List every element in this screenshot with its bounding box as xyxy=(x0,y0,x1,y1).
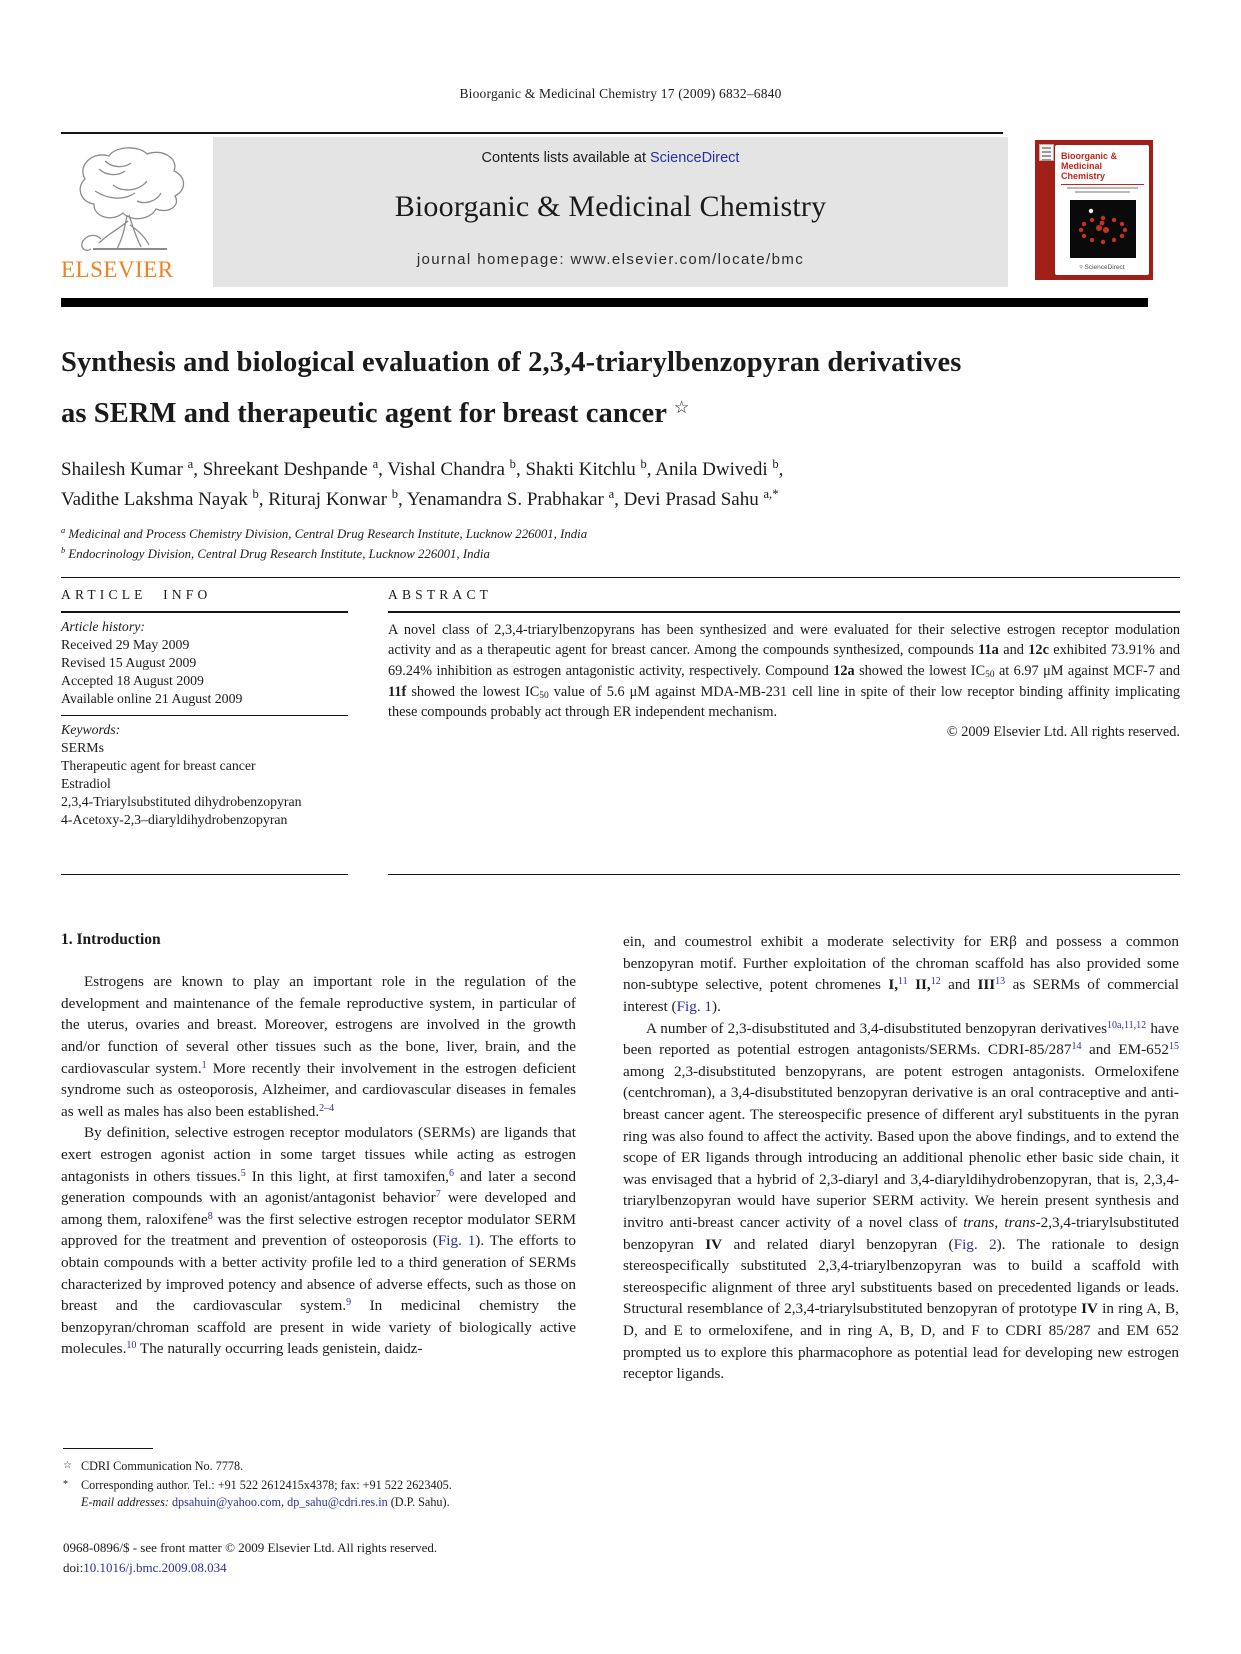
body-right-column xyxy=(623,931,1179,1384)
journal-reference-line: Bioorganic & Medicinal Chemistry 17 (2009) 6832–6840 xyxy=(459,86,782,101)
elsevier-tree-icon xyxy=(61,143,213,255)
inline-link[interactable]: Fig. 1 xyxy=(676,998,713,1016)
elsevier-wordmark: ELSEVIER xyxy=(61,256,174,282)
cover-sciencedirect: ▿ ScienceDirect xyxy=(1079,263,1125,271)
affiliations xyxy=(61,524,1180,564)
footnotes-block xyxy=(63,1448,578,1512)
copyright-line: © 2009 Elsevier Ltd. All rights reserved. xyxy=(946,723,1180,740)
affiliation-a: $^a$ Medicinal and Process Chemistry Division, Central Drug Research Institute, Lucknow 226001, India xyxy=(61,525,588,541)
inline-link[interactable]: dpsahuin@yahoo.com xyxy=(171,1495,281,1510)
reference-link[interactable]: 9 xyxy=(346,1297,352,1309)
journal-homepage-link[interactable]: journal homepage: www.elsevier.com/locate/bmc xyxy=(416,250,805,268)
article-history-list xyxy=(61,636,348,708)
doi-label: doi: xyxy=(63,1559,84,1575)
footnote-divider xyxy=(63,1448,153,1449)
banner-journal-title: Bioorganic & Medicinal Chemistry xyxy=(394,189,827,223)
elsevier-logo[interactable] xyxy=(61,137,213,283)
reference-link[interactable]: 13 xyxy=(995,976,1006,988)
article-history-item: Accepted 18 August 2009 xyxy=(61,672,204,688)
inline-link[interactable]: dp_sahu@cdri.res.in xyxy=(287,1495,388,1510)
contents-prefix: Contents lists available at xyxy=(481,149,650,166)
article-history-item: Revised 15 August 2009 xyxy=(61,654,197,670)
reference-link[interactable]: 15 xyxy=(1168,1041,1179,1053)
reference-link[interactable]: 6 xyxy=(448,1167,454,1179)
subscript-text: 50 xyxy=(985,670,995,681)
superscript-text: a xyxy=(372,457,379,472)
subscript-text: 50 xyxy=(539,691,549,702)
cover-stamp-icon xyxy=(1039,144,1054,161)
superscript-text: b xyxy=(509,457,516,472)
reference-link[interactable]: 1 xyxy=(201,1059,207,1071)
sciencedirect-mark-icon: ▿ xyxy=(1079,263,1085,271)
sciencedirect-link[interactable]: ScienceDirect xyxy=(650,149,740,166)
header-thick-divider xyxy=(61,298,1148,307)
keyword-item: Therapeutic agent for breast cancer xyxy=(61,758,256,774)
superscript-text: b xyxy=(61,545,66,556)
superscript-text: a xyxy=(61,525,66,536)
superscript-text: a xyxy=(187,457,194,472)
superscript-text: b xyxy=(391,487,399,502)
intro-paragraph-2-continued: ein, and coumestrol exhibit a moderate selectivity for ERβ and possess a common benzopyran motif. Further exploitation of the chroman scaffold has also provided some non-subtype selective, potent chromenes I,$^{11}$ II,$^{12}$ and III$^{13}$ as SERMs of commercial interest (Fig. 1). xyxy=(623,933,1179,1016)
keyword-item: Estradiol xyxy=(61,776,111,792)
intro-paragraph-3: A number of 2,3-disubstituted and 3,4-disubstituted benzopyran derivatives$^{10a,11,12}$ have been reported as potential estrogen antagonists/SERMs. CDRI-$85/287^{14}$ and $EM-652^{15}$ among 2,3-disubstituted benzopyrans, are potent estrogen antagonists. Ormeloxifene (centchroman), a 3,4-disubstituted benzopyran derivative is an oral contraceptive and anti-breast cancer agent. The stereospecific presence of different aryl substituents in the pyran ring was also found to affect the activity. Based upon the above findings, and to extend the scope of ER ligands through introducing an additional phenolic ether basic side chain, it was envisaged that a hybrid of 2,3-diaryl and 3,4-diaryldihydrobenzopyran, that is, 2,3,4-triarylbenzopyran would have superior SERM activity. We herein present synthesis and invitro anti-breast cancer activity of a novel class of trans, trans-2,3,4-triarylsubstituted benzopyran IV and related diaryl benzopyran (Fig. 2). The rationale to design stereospecifically substituted 2,3,4-triarylbenzopyran was to build a scaffold with stereospecific alignment of three aryl substituents based on precedented ligands or leads. Structural resemblance of 2,3,4-triarylsubstituted benzopyran of prototype IV in ring A, B, D, and E to ormeloxifene, and in ring A, B, D, and F to CDRI 85/287 and EM 652 prompted us to explore this pharmacophore as potential lead for developing new estrogen receptor ligands. xyxy=(623,1019,1179,1383)
article-history-item: Available online 21 August 2009 xyxy=(61,690,243,706)
journal-banner xyxy=(213,137,1008,287)
bold-text: IV xyxy=(705,1235,723,1253)
article-history-label: Article history: xyxy=(61,618,145,634)
journal-cover-thumbnail[interactable] xyxy=(1035,140,1153,280)
abstract-column xyxy=(388,578,1180,875)
reference-link[interactable]: 7 xyxy=(435,1189,441,1201)
reference-link[interactable]: 14 xyxy=(1071,1041,1082,1053)
keywords-block xyxy=(61,716,348,836)
reference-link[interactable]: 11 xyxy=(898,976,908,988)
reference-link[interactable]: 2–4 xyxy=(319,1102,335,1114)
reference-link[interactable]: 5 xyxy=(240,1167,246,1179)
cover-rule xyxy=(1061,184,1144,185)
intro-paragraph-1: Estrogens are known to play an important role in the regulation of the development and maintenance of the female reproductive system, in particular of the uterus, ovaries and breast. Moreover, estrogens are involved in the growth and/or function of several other tissues such as the bone, liver, brain, and the cardiovascular system.$^1$ More recently their involvement in the estrogen deficient syndrome such as osteoporosis, Alzheimer, and cardiovascular diseases in females as well as males has also been established.$^{2-4}$ xyxy=(61,973,576,1120)
footnote-star-symbol: ☆ xyxy=(63,1460,72,1472)
affiliation-b: $^b$ Endocrinology Division, Central Drug Research Institute, Lucknow 226001, India xyxy=(61,545,490,561)
bold-text: I, xyxy=(888,976,899,994)
bold-text: 11a xyxy=(978,642,999,659)
article-history-item: Received 29 May 2009 xyxy=(61,636,190,652)
intro-paragraph-2: By definition, selective estrogen receptor modulators (SERMs) are ligands that exert estrogen agonist action in some target tissues while acting as estrogen antagonists in others tissues.$^5$ In this light, at first tamoxifen,$^6$ and later a second generation compounds with an agonist/antagonist behavior$^7$ were developed and among them, raloxifene$^8$ was the first selective estrogen receptor modulator SERM approved for the treatment and prevention of osteoporosis (Fig. 1). The efforts to obtain compounds with a better activity profile led to a third generation of SERMs characterized by improved potency and absence of adverse effects, such as those on breast and the cardiovascular system.$^9$ In medicinal chemistry the benzopyran/chroman scaffold are present in wide variety of biologically active molecules.$^{10}$ The naturally occurring leads genistein, daidz- xyxy=(61,1124,577,1358)
cover-title: Bioorganic & Medicinal Chemistry xyxy=(1061,150,1118,181)
article-info-heading: ARTICLE INFO xyxy=(61,587,212,603)
footnote-corresponding: * Corresponding author. Tel.: +91 522 2612415x4378; fax: +91 522 2623405. xyxy=(63,1477,452,1492)
bold-text: III xyxy=(977,976,996,994)
abstract-heading-rule xyxy=(388,611,1180,613)
reference-link[interactable]: 10 xyxy=(126,1340,137,1352)
doi-link[interactable]: 10.1016/j.bmc.2009.08.034 xyxy=(83,1559,227,1575)
article-title xyxy=(61,341,1180,436)
superscript-text: a xyxy=(608,487,615,502)
footnote-emails: E-mail addresses: dpsahuin@yahoo.com, dp_sahu@cdri.res.in (D.P. Sahu). xyxy=(81,1495,450,1510)
cover-photo xyxy=(1070,200,1136,258)
superscript-text: b xyxy=(252,487,259,502)
inline-link[interactable]: Fig. 1 xyxy=(437,1232,476,1250)
footnote-asterisk-symbol: * xyxy=(63,1478,68,1490)
title-footnote-star[interactable]: ☆ xyxy=(673,396,690,417)
contents-line xyxy=(213,150,1008,166)
keyword-item: 2,3,4-Triarylsubstituted dihydrobenzopyran xyxy=(61,794,302,810)
abstract-text: A novel class of 2,3,4-triarylbenzopyrans has been synthesized and were evaluated for their selective estrogen receptor modulation activity and as a therapeutic agent for breast cancer. Among the compounds synthesized, compounds 11a and 12c exhibited 73.91% and 69.24% inhibition as estrogen antagonistic activity, respectively. Compound 12a showed the lowest $IC_{50}$ at 6.97 μM against MCF-7 and 11f showed the lowest $IC_{50}$ value of 5.6 μM against MDA-MB-231 cell line in spite of their low receptor binding affinity implicating these compounds probably act through ER independent mechanism. xyxy=(388,621,1180,721)
italic-text: E-mail addresses: xyxy=(81,1495,169,1510)
article-history xyxy=(61,613,348,715)
reference-link[interactable]: 12 xyxy=(930,976,941,988)
article-body xyxy=(61,931,1180,1384)
superscript-text: b xyxy=(772,457,779,472)
superscript-text: b xyxy=(640,457,647,472)
footnote-cdri: ☆ CDRI Communication No. 7778. xyxy=(63,1459,244,1474)
top-divider xyxy=(61,132,1003,134)
superscript-text: a,* xyxy=(763,487,779,502)
bold-text: IV xyxy=(1081,1300,1098,1318)
abstract-heading: ABSTRACT xyxy=(388,587,493,603)
inline-link[interactable]: Fig. 2 xyxy=(953,1235,997,1253)
bold-text: II, xyxy=(915,976,931,994)
cover-tagline-line xyxy=(1075,191,1130,193)
introduction-heading: 1. Introduction xyxy=(61,931,161,949)
bold-text: 12c xyxy=(1028,642,1049,659)
journal-header xyxy=(61,137,1180,287)
authors-line: Shailesh Kumar $^a$, Shreekant Deshpande $^a$, Vishal Chandra $^b$, Shakti Kitchlu $^b$, Anila Dwivedi $^b$, Vadithe Lakshma Nayak $^b$, Rituraj Konwar $^b$, Yenamandra S. Prabhakar $^a$, Devi Prasad Sahu $^{a,*}$ xyxy=(61,457,784,510)
italic-text: trans xyxy=(963,1214,995,1231)
bold-text: 11f xyxy=(388,683,407,700)
keyword-item: SERMs xyxy=(61,740,104,756)
doi-line xyxy=(63,1558,437,1578)
keyword-item: 4-Acetoxy-2,3–diaryldihydrobenzopyran xyxy=(61,812,288,828)
reference-link[interactable]: 10a,11,12 xyxy=(1107,1019,1147,1031)
reference-link[interactable]: 8 xyxy=(207,1210,213,1222)
keywords-label: Keywords: xyxy=(61,722,121,738)
article-title-line2: as SERM and therapeutic agent for breast cancer xyxy=(61,397,667,429)
italic-text: trans xyxy=(1004,1214,1036,1231)
body-left-column xyxy=(61,931,576,1384)
bold-text: 12a xyxy=(833,663,855,680)
cover-panel xyxy=(1055,145,1149,275)
footer-block xyxy=(63,1538,437,1577)
keywords-list xyxy=(61,739,348,829)
article-info-column xyxy=(61,578,348,875)
cover-tagline-line xyxy=(1067,187,1138,189)
article-title-line1: Synthesis and biological evaluation of 2,3,4-triarylbenzopyran derivatives xyxy=(61,346,962,378)
info-abstract-section xyxy=(61,578,1180,875)
issn-line: 0968-0896/$ - see front matter © 2009 Elsevier Ltd. All rights reserved. xyxy=(63,1540,438,1555)
column-gap xyxy=(348,578,388,875)
